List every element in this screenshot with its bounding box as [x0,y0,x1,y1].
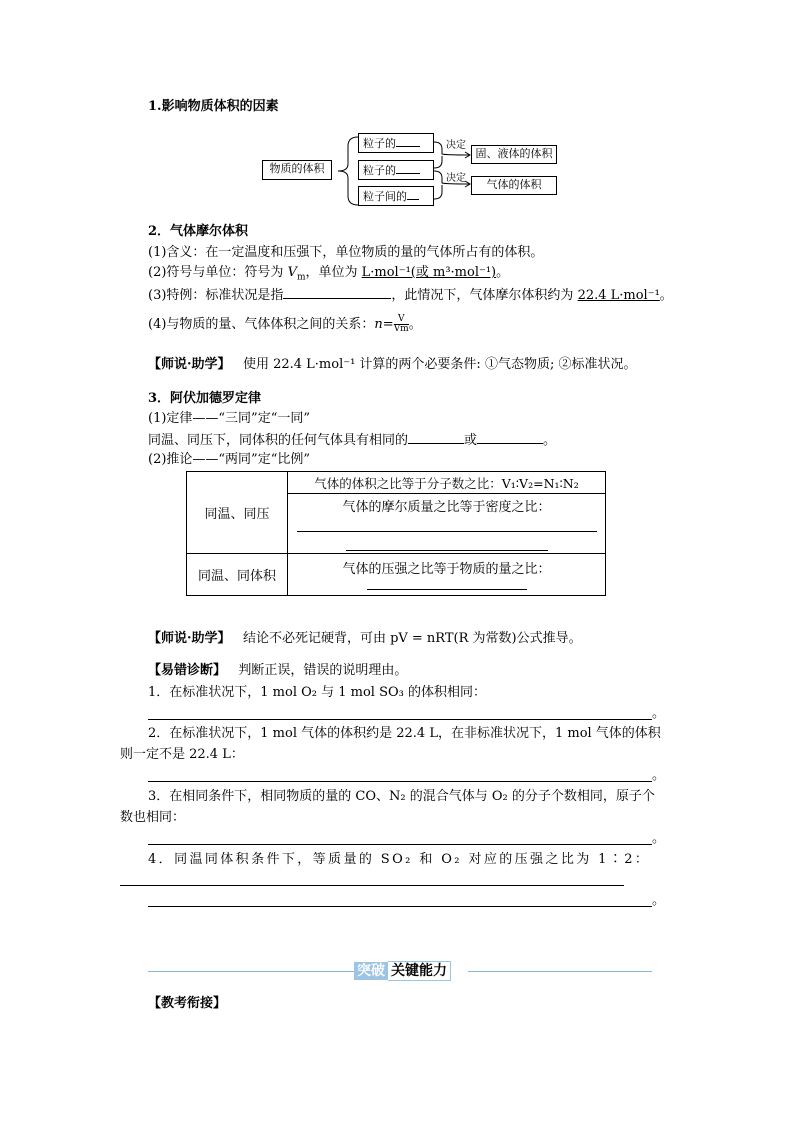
diagnosis-q1: 1．在标准状况下，1 mol O₂ 与 1 mol SO₃ 的体积相同： [148,685,487,700]
decide-label-1: 决定 [446,140,466,151]
footer-label: 【教考衔接】 [148,996,227,1011]
diagram-result-2: 气体的体积 [471,176,557,195]
period-1: 。 [652,706,666,721]
inference-table [186,471,606,596]
molar-volume-definition: (1)含义：在一定温度和压强下，单位物质的量的气体所占有的体积。 [148,245,544,260]
diagnosis-q4: 4．同温同体积条件下，等质量的 SO₂ 和 O₂ 对应的压强之比为 1∶2： [148,852,651,867]
diagnosis-q3-a: 3．在相同条件下，相同物质的量的 CO、N₂ 的混合气体与 O₂ 的分子个数相同，原子个 [148,789,655,804]
avogadro-law-head: (1)定律——“三同”定“一同” [148,411,310,426]
diagram-factor-2: 粒子的 [358,160,434,180]
banner-highlight: 突破 [354,962,388,980]
banner-line-left [148,971,354,972]
section3-title: 3．阿伏加德罗定律 [148,391,262,406]
avogadro-law-text: 同温、同压下，同体积的任何气体具有相同的 或 。 [148,433,557,448]
answer-line-2[interactable] [148,781,652,782]
inference-head: (2)推论——“两同”定“比例” [148,452,310,467]
diagram-result-1: 固、液体的体积 [471,145,557,164]
diagnosis-q2-b: 则一定不是 22.4 L： [120,747,244,762]
relation-formula: (4)与物质的量、气体体积之间的关系：n= $\frac{V}{Vm}$ 。 [148,314,422,334]
section1-title: 1.影响物质体积的因素 [148,99,279,114]
banner-text: 关键能力 [388,961,451,981]
row1-label: 同温、同压 [187,472,288,554]
section-banner [354,962,451,980]
row1-molar-mass-ratio: 气体的摩尔质量之比等于密度之比： [288,494,606,554]
diagnosis-q2-a: 2．在标准状况下，1 mol 气体的体积约是 22.4 L，在非标准状况下，1 mol 气体的体积 [148,726,661,741]
period-4: 。 [652,893,666,908]
answer-line-4b[interactable] [148,906,652,907]
answer-line-3[interactable] [148,844,652,845]
banner-line-right [468,971,652,972]
diagram-factor-1: 粒子的 [358,133,434,153]
tip-1: 【师说·助学】 使用 22.4 L·mol⁻¹ 计算的两个必要条件: ①气态物质; ②标准状况。 [148,357,637,372]
molar-volume-symbol: (2)符号与单位：符号为 $V_m$，单位为 L·mol⁻¹(或 m³·mol⁻¹)。 [148,265,510,283]
row1-volume-ratio: 气体的体积之比等于分子数之比：V₁∶V₂=N₁∶N₂ [288,472,606,494]
diagram-root: 物质的体积 [262,160,332,180]
brace-icon [330,134,360,208]
period-3: 。 [652,831,666,846]
tip-2: 【师说·助学】 结论不必死记硬背，可由 pV = nRT(R 为常数)公式推导。 [148,631,582,646]
decide-label-2: 决定 [446,173,466,184]
diagram-factor-3: 粒子间的 [358,186,434,206]
row2-pressure-ratio: 气体的压强之比等于物质的量之比： [288,554,606,596]
diagnosis-q3-b: 数也相同： [120,810,186,825]
answer-line-4a[interactable] [120,885,624,886]
standard-condition-line: (3)特例：标准状况是指 ，此情况下，气体摩尔体积约为 22.4 L·mol⁻¹。 [148,288,673,303]
section2-title: 2．气体摩尔体积 [148,224,249,239]
diagnosis-head: 【易错诊断】 判断正误，错误的说明理由。 [148,663,408,678]
period-2: 。 [652,768,666,783]
row2-label: 同温、同体积 [187,554,288,596]
answer-line-1[interactable] [148,719,652,720]
